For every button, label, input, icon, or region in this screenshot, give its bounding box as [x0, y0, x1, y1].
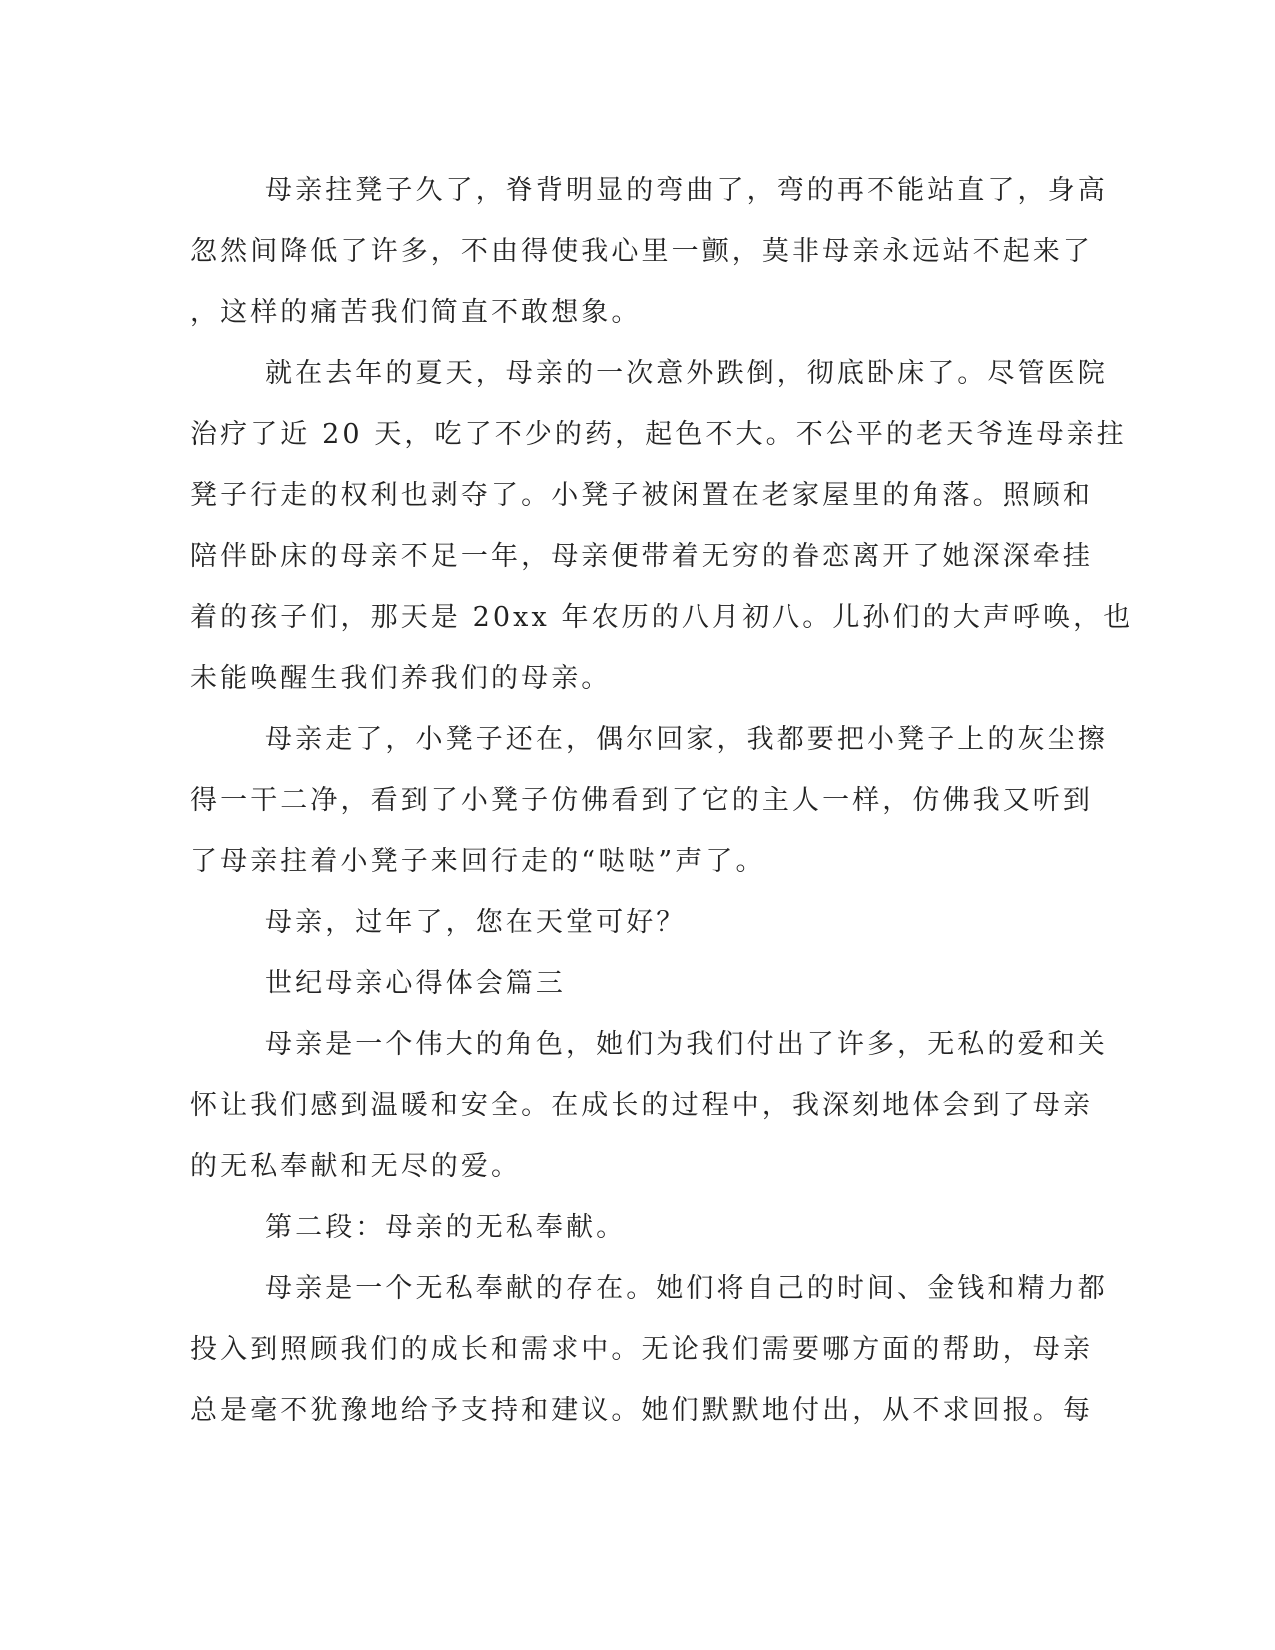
text-line: 凳子行走的权利也剥夺了。小凳子被闲置在老家屋里的角落。照顾和 — [190, 480, 1093, 511]
text-line: 了母亲拄着小凳子来回行走的“哒哒”声了。 — [190, 846, 766, 877]
subsection-heading — [190, 1197, 1080, 1258]
section-heading — [190, 953, 1080, 1014]
text-line: 陪伴卧床的母亲不足一年，母亲便带着无穷的眷恋离开了她深深牵挂 — [190, 541, 1093, 572]
paragraph — [190, 343, 1134, 709]
text-line: 母亲拄凳子久了，脊背明显的弯曲了，弯的再不能站直了，身高 — [265, 175, 1108, 206]
text-line: ，这样的痛苦我们简直不敢想象。 — [190, 297, 642, 328]
paragraph — [190, 1258, 1108, 1441]
paragraph — [190, 160, 1108, 343]
text-line: 着的孩子们，那天是 20xx 年农历的八月初八。儿孙们的大声呼唤，也 — [190, 602, 1134, 633]
text-line: 总是毫不犹豫地给予支持和建议。她们默默地付出，从不求回报。每 — [190, 1395, 1093, 1426]
text-line: 母亲走了，小凳子还在，偶尔回家，我都要把小凳子上的灰尘擦 — [265, 724, 1108, 755]
text-line: 得一干二净，看到了小凳子仿佛看到了它的主人一样，仿佛我又听到 — [190, 785, 1093, 816]
paragraph — [190, 1014, 1108, 1197]
text-line: 母亲，过年了，您在天堂可好？ — [265, 907, 687, 938]
heading-text: 第二段：母亲的无私奉献。 — [265, 1212, 627, 1243]
document-body — [190, 160, 1134, 1441]
text-line: 就在去年的夏天，母亲的一次意外跌倒，彻底卧床了。尽管医院 — [265, 358, 1108, 389]
text-line: 母亲是一个无私奉献的存在。她们将自己的时间、金钱和精力都 — [265, 1273, 1108, 1304]
text-line: 投入到照顾我们的成长和需求中。无论我们需要哪方面的帮助，母亲 — [190, 1334, 1093, 1365]
text-line: 怀让我们感到温暖和安全。在成长的过程中，我深刻地体会到了母亲 — [190, 1090, 1093, 1121]
paragraph — [190, 709, 1108, 892]
paragraph — [190, 892, 1080, 953]
text-line: 忽然间降低了许多，不由得使我心里一颤，莫非母亲永远站不起来了 — [190, 236, 1093, 267]
text-line: 母亲是一个伟大的角色，她们为我们付出了许多，无私的爱和关 — [265, 1029, 1108, 1060]
text-line: 的无私奉献和无尽的爱。 — [190, 1151, 522, 1182]
text-line: 治疗了近 20 天，吃了不少的药，起色不大。不公平的老天爷连母亲拄 — [190, 419, 1127, 450]
text-line: 未能唤醒生我们养我们的母亲。 — [190, 663, 612, 694]
heading-text: 世纪母亲心得体会篇三 — [265, 968, 566, 999]
